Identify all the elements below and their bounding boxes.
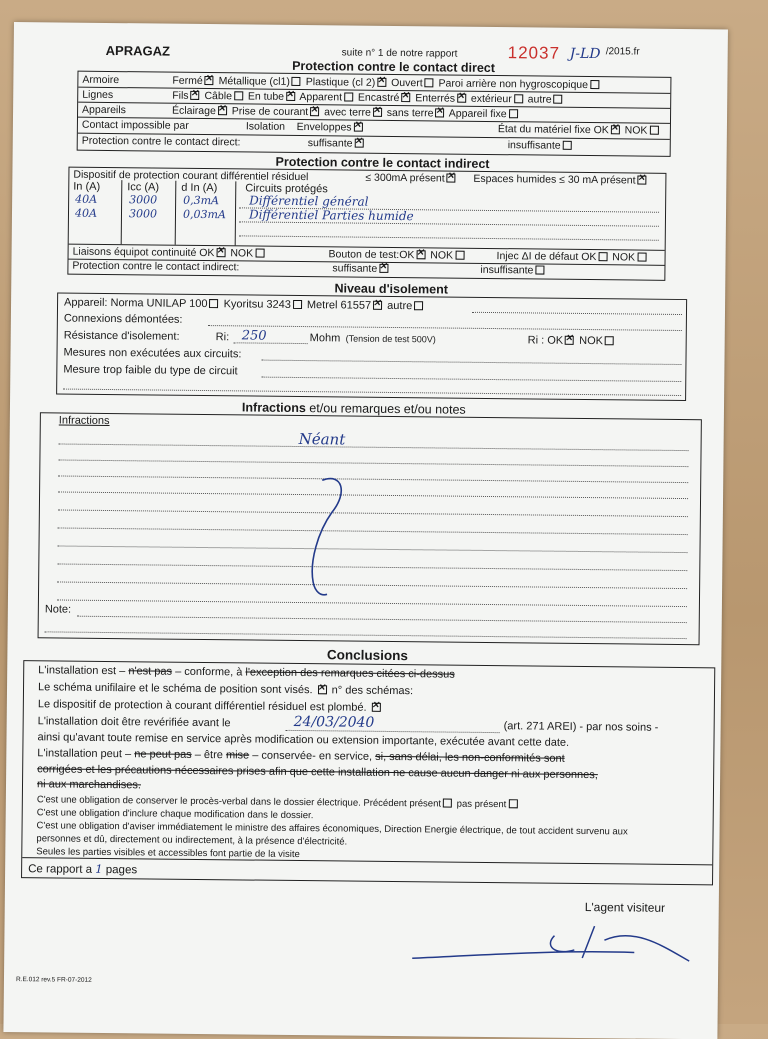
checkbox[interactable] xyxy=(205,76,214,85)
checkbox[interactable] xyxy=(598,252,607,261)
checkbox[interactable] xyxy=(447,173,456,182)
checkbox[interactable] xyxy=(310,107,319,116)
checkbox[interactable] xyxy=(210,299,219,308)
checkbox[interactable] xyxy=(535,265,544,274)
suite-label: suite n° 1 de notre rapport xyxy=(341,47,458,60)
checkbox[interactable] xyxy=(457,93,466,102)
checkbox[interactable] xyxy=(218,106,227,115)
conclusions-title: Conclusions xyxy=(326,647,408,664)
contact-row: Contact impossible par Isolation Enveloppes✕ État du matériel fixe OK✕ NOK xyxy=(78,117,670,140)
checkbox[interactable] xyxy=(373,300,382,309)
armoire-row: Armoire Fermé✕ Métallique (cl1) Plastique (cl 2)✕ Ouvert Paroi arrière non hygroscopique xyxy=(78,72,670,94)
report-number: 12037 xyxy=(507,43,561,63)
signature xyxy=(404,914,705,977)
conclusions-box: L'installation est – n'est pas – conforme, à l'exception des remarques citées ci-dessus Le schéma unifilaire et le schéma de position sont visés. ✕ n° des schémas: Le dispositif de protection à courant différentiel résiduel est plombé. ✕ L'installation doit être revérifiée avant le 24/03/2040 (art. 271 AREI) - par nos soins - ainsi qu'avant toute remise en service après modification ou extension importante, exécutée avant cette date. L'installation peut – ne peut pas – être mise – conservée- en service, si, sans délai, les non-conformités sont corrigées et les précautions nécessaires prises afin que cette installation ne cause aucun danger ni aux personnes, ni aux marchandises. C'est une obligation de conserver le procès-verbal dans le dossier électrique. Précédent présent pas présent C'est une obligation d'inclure chaque modification dans le dossier. C'est une obligation d'aviser immédiatement le ministre des affaires économiques, Direction Energie électrique, de tout accident survenu aux personnes et dû, directement ou indirectement, à la présence d'électricité. Seules les parties visibles et accessibles font partie de la visite Ce rapport a 1 pages xyxy=(21,660,715,885)
checkbox[interactable] xyxy=(354,138,363,147)
checkbox[interactable] xyxy=(401,93,410,102)
liaisons-row: Liaisons équipot continuité OK✕ NOK Bouton de test:OK✕ NOK Injec ΔI de défaut OK NOK xyxy=(69,244,665,266)
indirect-box: Dispositif de protection courant différentiel résiduel ≤ 300mA présent✕ Espaces humides ≤ 30 mA présent✕ In (A) Icc (A) d In (A) Circuits protégés 40A 3000 0,3mA Différentiel général 40A 3000 0,03mA Différentiel Parties humide Liaisons équipot continuité OK✕ NOK Bouton de test:OK✕ NOK Injec ΔI de défaut OK NOK Protection contre le contact indirect: suffisante✕ insuffisante xyxy=(67,167,666,281)
report-sheet xyxy=(3,22,728,1039)
checkbox[interactable] xyxy=(318,685,327,694)
checkbox[interactable] xyxy=(255,248,264,257)
checkbox[interactable] xyxy=(435,108,444,117)
checkbox[interactable] xyxy=(554,94,563,103)
checkbox[interactable] xyxy=(354,122,363,131)
checkbox[interactable] xyxy=(191,91,200,100)
agent-label: L'agent visiteur xyxy=(584,900,666,915)
checkbox[interactable] xyxy=(563,140,572,149)
indirect-protection-row: Protection contre le contact indirect: suffisante✕ insuffisante xyxy=(68,258,664,279)
checkbox[interactable] xyxy=(344,92,353,101)
checkbox[interactable] xyxy=(514,94,523,103)
checkbox[interactable] xyxy=(455,250,464,259)
checkbox[interactable] xyxy=(590,80,599,89)
appareils-row: Appareils Éclairage✕ Prise de courant✕ avec terre✕ sans terre✕ Appareil fixe xyxy=(78,102,670,124)
checkbox[interactable] xyxy=(234,91,243,100)
checkbox[interactable] xyxy=(414,301,423,310)
infractions-box: Infractions Néant Note: xyxy=(38,412,702,645)
form-ref: R.E.012 rev.5 FR-07-2012 xyxy=(15,976,92,984)
checkbox[interactable] xyxy=(286,92,295,101)
checkbox[interactable] xyxy=(637,252,646,261)
checkbox[interactable] xyxy=(292,77,301,86)
direct-title: Protection contre le contact direct xyxy=(292,58,496,76)
isolement-title: Niveau d'isolement xyxy=(334,281,448,297)
checkbox[interactable] xyxy=(605,336,614,345)
checkbox[interactable] xyxy=(509,109,518,118)
checkbox[interactable] xyxy=(416,250,425,259)
company-name: APRAGAZ xyxy=(105,42,171,59)
checkbox[interactable] xyxy=(649,125,658,134)
checkbox[interactable] xyxy=(508,799,517,808)
indirect-title: Protection contre le contact indirect xyxy=(275,154,490,171)
direct-protection-row: Protection contre le contact direct: suffisante✕ insuffisante xyxy=(78,133,670,155)
year-suffix: /2015.fr xyxy=(605,46,640,58)
isolement-box: Appareil: Norma UNILAP 100 Kyoritsu 3243 Metrel 61557✕ autre Connexions démontées: Résistance d'isolement: Ri: 250 Mohm (Tension de test 500V) Ri : OK✕ NOK Mesures non exécutées aux circuits: Mesure trop faible du type de circuit xyxy=(56,292,687,401)
checkbox[interactable] xyxy=(377,78,386,87)
revisit-date: 24/03/2040 xyxy=(293,713,375,731)
infractions-title: Infractions et/ou remarques et/ou notes xyxy=(241,400,466,417)
checkbox[interactable] xyxy=(638,175,647,184)
checkbox[interactable] xyxy=(373,107,382,116)
lignes-row: Lignes Fils✕ Câble En tube✕ Apparent Encastré✕ Enterrés✕ extérieur autre xyxy=(78,87,670,109)
handwritten-ref: J-LD xyxy=(569,45,601,63)
checkbox[interactable] xyxy=(611,125,620,134)
checkbox[interactable] xyxy=(443,799,452,808)
handwritten-stroke xyxy=(301,472,362,601)
checkbox[interactable] xyxy=(216,248,225,257)
handwritten-neant: Néant xyxy=(298,430,346,449)
checkbox[interactable] xyxy=(379,264,388,273)
checkbox[interactable] xyxy=(565,335,574,344)
checkbox[interactable] xyxy=(293,300,302,309)
checkbox[interactable] xyxy=(425,78,434,87)
direct-box xyxy=(77,71,672,157)
checkbox[interactable] xyxy=(372,702,381,711)
